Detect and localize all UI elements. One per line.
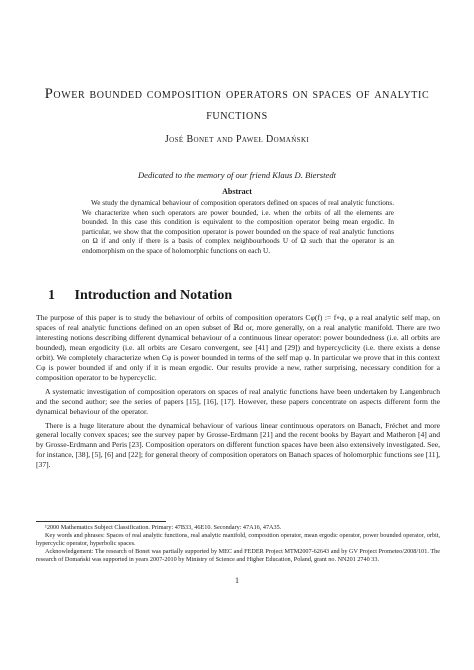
paragraph: The purpose of this paper is to study the behaviour of orbits of composition operators Cφ(f) := f∘φ, φ a real analytic self map, on spaces of real analytic functions defined on an open subset of ℝd or, more generally, on a real analytic manifold. There are two interesting notions describing different dynamical behaviour of a continuous linear operator: power boundedness (i.e. all orbits are bounded), mean ergodicity (i.e. all orbits are Cesaro convergent, see [41] and [29]) and hypercyclicity (i.e. there exists a dense orbit). We completely characterize when Cφ is power bounded in terms of the self map φ. In particular we prove that in this context Cφ is power bounded if and only if it is mean ergodic. Our results provide a new, rather surprising, necessary condition for a composition operator to be hypercyclic. bbox=[36, 313, 440, 382]
paper-title: Power bounded composition operators on spaces of analytic functions bbox=[44, 86, 430, 123]
page-number: 1 bbox=[235, 576, 239, 585]
footnote-keywords: Key words and phrases: Spaces of real analytic functions, real analytic manifold, composition operator, mean ergodic operator, power bounded operator, orbit, hypercyclic operator, hyperbolic spaces. bbox=[36, 532, 440, 548]
footnotes bbox=[36, 521, 440, 564]
paragraph: There is a huge literature about the dynamical behaviour of various linear continuous operators on Banach, Fréchet and more general locally convex spaces; see the survey paper by Grosse-Erdmann [21] and the recent books by Bayart and Matheron [4] and by Grosse-Erdmann and Peris [23]. Composition operators on different function spaces have been also extensively investigated. See, for instance, [38], [5], [6] and [22]; for general theory of composition operators on Banach spaces of holomorphic functions see [11], [37]. bbox=[36, 420, 440, 470]
footnote-acknowledgement: Acknowledgement: The research of Bonet was partially supported by MEC and FEDER Project MTM2007-62643 and by GV Project Prometeo/2008/101. The research of Domański was supported in years 2007-2010 by Ministry of Science and Higher Education, Poland, grant no. NN201 2740 33. bbox=[36, 548, 440, 564]
dedication: Dedicated to the memory of our friend Klaus D. Bierstedt bbox=[137, 170, 337, 180]
body-text bbox=[36, 313, 440, 474]
section-number: 1 bbox=[48, 288, 55, 303]
paragraph: A systematic investigation of composition operators on spaces of real analytic functions have been undertaken by Langenbruch and the second author; see the series of papers [15], [16], [17]. However, these papers concentrate on aspects different form the dynamical behaviour of the operator. bbox=[36, 386, 440, 416]
footnote-classification: ¹2000 Mathematics Subject Classification. Primary: 47B33, 46E10. Secondary: 47A16, 47A35. bbox=[45, 524, 282, 531]
footnote-rule bbox=[36, 521, 166, 522]
abstract-heading: Abstract bbox=[222, 187, 252, 196]
paper-authors: José Bonet and Paweł Domański bbox=[164, 134, 310, 145]
section-heading bbox=[48, 288, 232, 304]
section-title: Introduction and Notation bbox=[74, 288, 233, 303]
abstract-text: We study the dynamical behaviour of composition operators defined on spaces of real analytic functions. We characterize when such operators are power bounded, i.e. when the orbits of all the elements are bounded. In this case this condition is equivalent to the composition operator being mean ergodic. In particular, we show that the composition operator is power bounded on the space of real analytic functions on Ω if and only if there is a basis of complex neighbourhoods U of Ω such that the operator is an endomorphism on the space of holomorphic functions on each U. bbox=[82, 199, 394, 255]
